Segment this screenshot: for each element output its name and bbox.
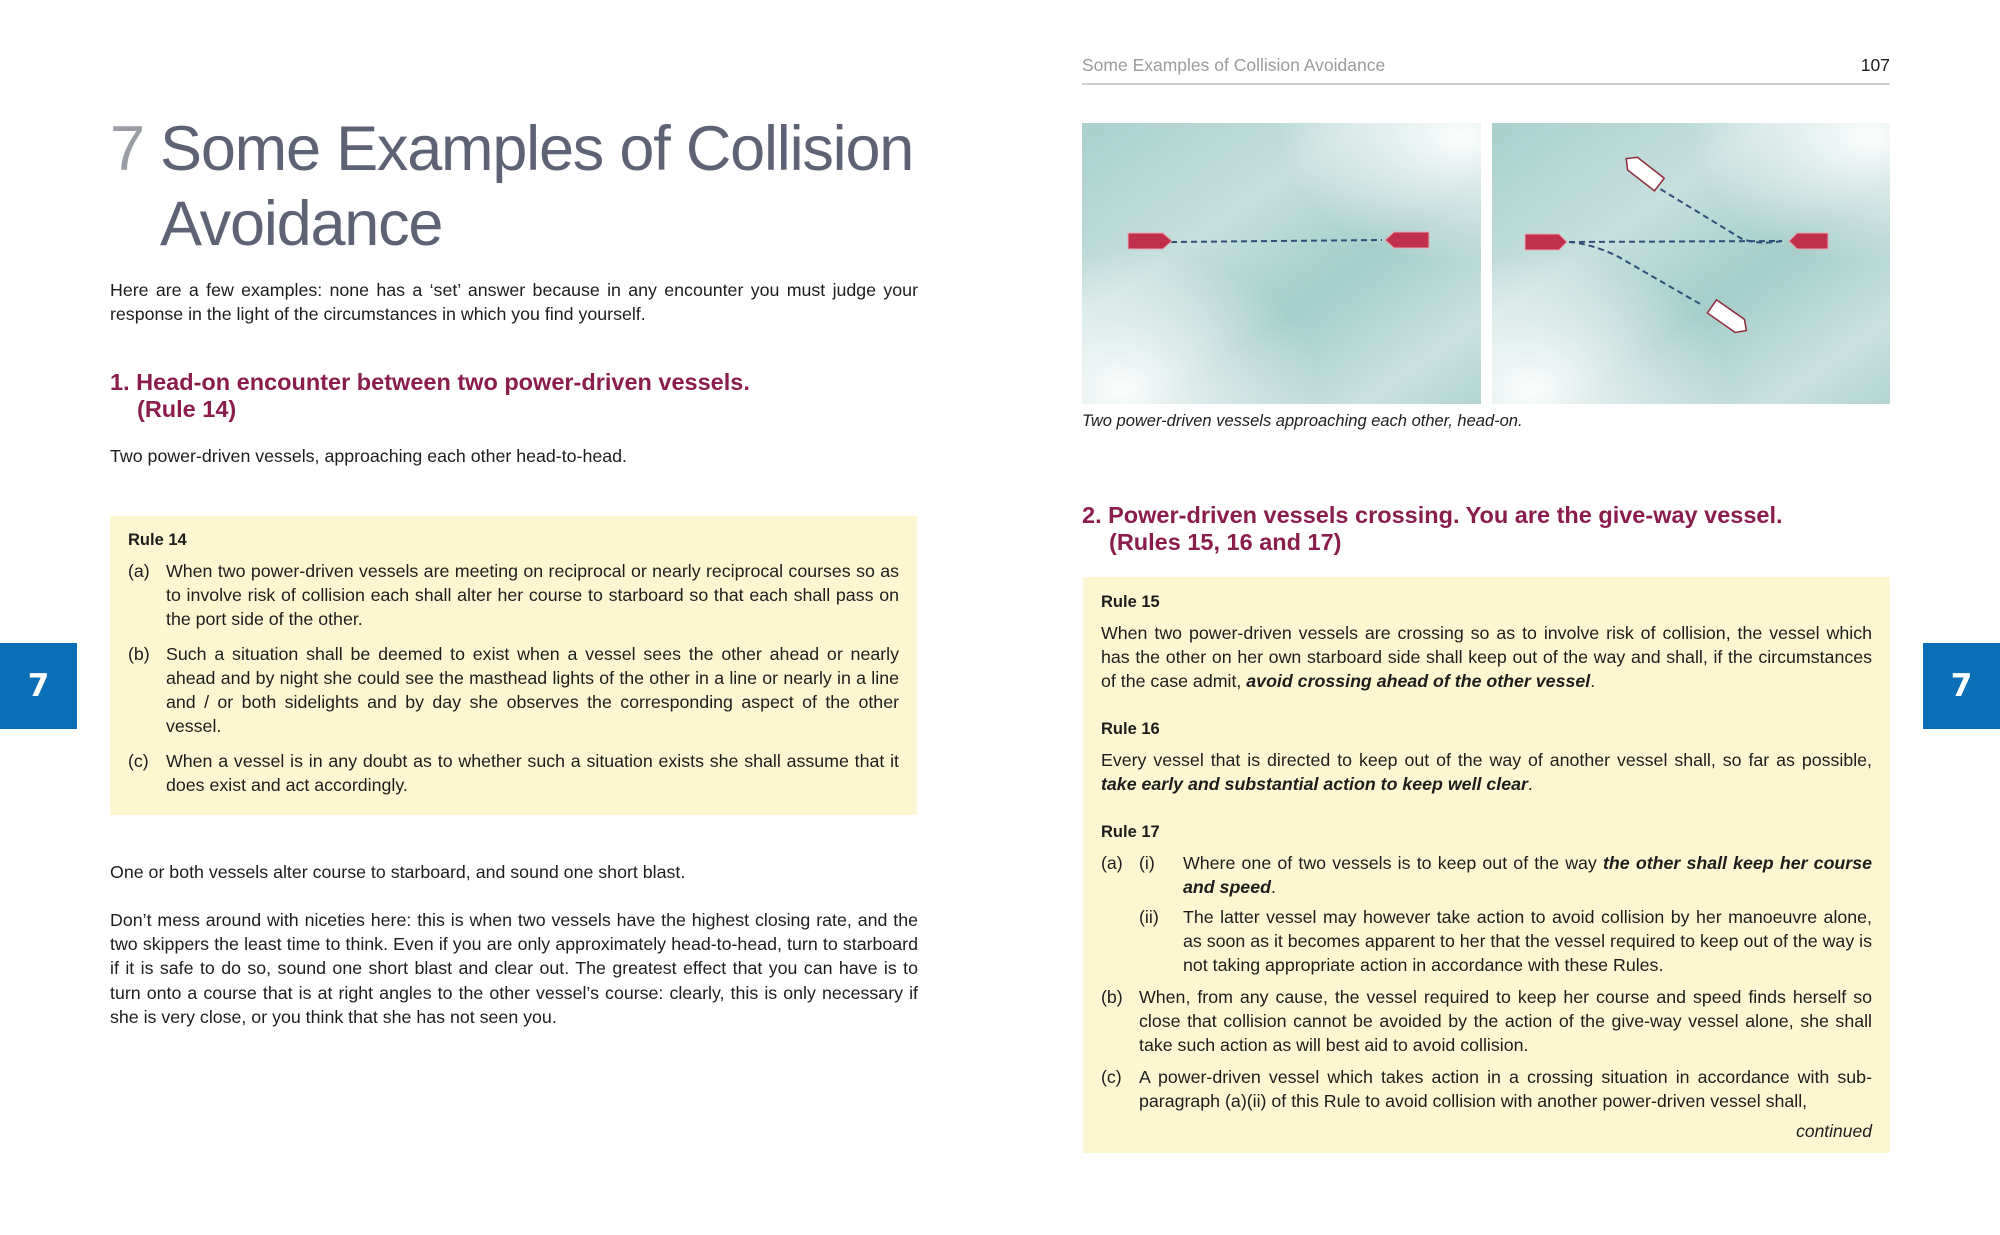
chapter-tab-left [0, 643, 77, 729]
figure-alter-starboard [1492, 123, 1890, 404]
figure-head-on [1082, 123, 1481, 404]
clause-text [1183, 851, 1872, 899]
subclause-label: (ii) [1139, 907, 1159, 927]
rule-16-emphasis: take early and substantial action to keep well clear [1101, 774, 1528, 794]
rule-16-plain: Every vessel that is directed to keep out of the way of another vessel shall, so far as possible, [1101, 750, 1872, 770]
chapter-tab-label: 7 [1950, 668, 1973, 704]
running-header-title: Some Examples of Collision Avoidance [1082, 55, 1386, 75]
rule-17-clause-c [1101, 1065, 1872, 1113]
section-1-heading-line1: 1. Head-on encounter between two power-driven vessels. [110, 369, 750, 395]
rule-15-plain: When two power-driven vessels are crossing so as to involve risk of collision, the vessel which has the other on her own starboard side shall keep out of the way and shall, if the circumstances of the case admit, [1101, 623, 1872, 691]
clause-text: A power-driven vessel which takes action in a crossing situation in accordance with sub-paragraph (a)(ii) of this Rule to avoid collision with another power-driven vessel shall, [1139, 1067, 1872, 1111]
rule-17-clause-b [1101, 985, 1872, 1057]
clause-text: When, from any cause, the vessel required to keep her course and speed finds herself so close that collision cannot be avoided by the action of the give-way vessel alone, she shall take such action as will best aid to avoid collision. [1139, 987, 1872, 1055]
alter-course-diagram [1492, 123, 1890, 404]
chapter-number: 7 [110, 114, 144, 184]
section-2-heading-line1: 2. Power-driven vessels crossing. You are the give-way vessel. [1082, 502, 1783, 528]
clause-label: (a) [1101, 853, 1123, 873]
rule-17-a-i-emphasis: the other shall keep her course and speed [1183, 853, 1872, 897]
chapter-title-line2: Avoidance [160, 189, 443, 259]
rule-16-title: Rule 16 [1101, 720, 1160, 738]
clause-text: When two power-driven vessels are meeting on reciprocal or nearly reciprocal courses so as to involve risk of collision each shall alter her course to starboard so that each shall pass on the port side of the other. [166, 561, 899, 629]
rule-14-box [110, 516, 917, 815]
intro-line-2: response in the light of the circumstances in which you find yourself. [110, 304, 646, 325]
rule-14-clause-c [128, 749, 899, 797]
clause-label: (b) [128, 644, 150, 664]
rule-17-clause-a-i [1101, 851, 1872, 899]
head-on-diagram [1082, 123, 1481, 404]
rules-15-17-box [1083, 577, 1890, 1153]
chapter-tab-label: 7 [27, 668, 50, 704]
advice-paragraph: Don’t mess around with niceties here: this is when two vessels have the highest closing rate, and the two skippers the least time to think. Even if you are only approximately head-to-head, turn to starboard if it is safe to do so, sound one short blast and clear out. The greatest effect that you can have is to turn onto a course that is at right angles to the other vessel’s course: clearly, this is only necessary if she is very close, or you think that she has not seen you. [110, 910, 918, 1027]
rule-15-title: Rule 15 [1101, 593, 1160, 611]
figure-caption: Two power-driven vessels approaching each other, head-on. [1082, 412, 1523, 430]
section-1-heading [110, 369, 930, 423]
rule-17-a-i-plain: Where one of two vessels is to keep out of the way [1183, 853, 1603, 873]
clause-label: (b) [1101, 987, 1123, 1007]
rule-14-title: Rule 14 [128, 531, 187, 549]
rule-17-clause-a-ii [1101, 905, 1872, 977]
rule-15-end: . [1590, 671, 1596, 691]
vessel-right-red [1789, 233, 1828, 249]
intro-paragraph [110, 278, 918, 326]
chapter-title-line1: Some Examples of Collision [160, 114, 914, 184]
rule-17-a-i-end: . [1270, 877, 1276, 897]
subclause-label: (i) [1139, 853, 1155, 873]
chapter-title [110, 112, 930, 262]
clause-indent [1101, 905, 1139, 977]
chapter-tab-right [1923, 643, 2000, 729]
rule-14-clause-b [128, 642, 899, 738]
clause-text: The latter vessel may however take action to avoid collision by her manoeuvre alone, as soon as it becomes apparent to her that the vessel required to keep out of the way is not taking appropriate action in accordance with these Rules. [1183, 907, 1872, 975]
clause-text: Such a situation shall be deemed to exist when a vessel sees the other ahead or nearly ahead and by night she could see the masthead lights of the other in a line or nearly in a line and / or both sidelights and by day she observes the corresponding aspect of the other vessel. [166, 644, 899, 736]
continued-note: continued [1796, 1121, 1872, 1141]
action-paragraph: One or both vessels alter course to starboard, and sound one short blast. [110, 862, 686, 882]
vessel-left-red [1525, 234, 1567, 250]
page-number: 107 [1860, 55, 1890, 75]
section-1-heading-line2: (Rule 14) [137, 396, 237, 422]
vessel-left [1128, 233, 1172, 249]
running-header [1082, 55, 1890, 85]
clause-label: (c) [1101, 1067, 1122, 1087]
rule-16-text [1101, 748, 1872, 796]
section-2-heading [1082, 502, 1902, 556]
clause-text: When a vessel is in any doubt as to whether such a situation exists she shall assume that it does exist and act accordingly. [166, 751, 899, 795]
rule-15-emphasis: avoid crossing ahead of the other vessel [1246, 671, 1591, 691]
clause-label: (c) [128, 751, 149, 771]
clause-label: (a) [128, 561, 150, 581]
rule-17-title: Rule 17 [1101, 823, 1160, 841]
rule-15-text [1101, 621, 1872, 693]
rule-16-end: . [1527, 774, 1533, 794]
vessel-right [1385, 232, 1429, 248]
section-1-summary: Two power-driven vessels, approaching each other head-to-head. [110, 446, 627, 466]
rule-14-clause-a [128, 559, 899, 631]
section-2-heading-line2: (Rules 15, 16 and 17) [1109, 529, 1342, 555]
intro-line-1: Here are a few examples: none has a ‘set’ answer because in any encounter you must judge your [110, 280, 918, 300]
